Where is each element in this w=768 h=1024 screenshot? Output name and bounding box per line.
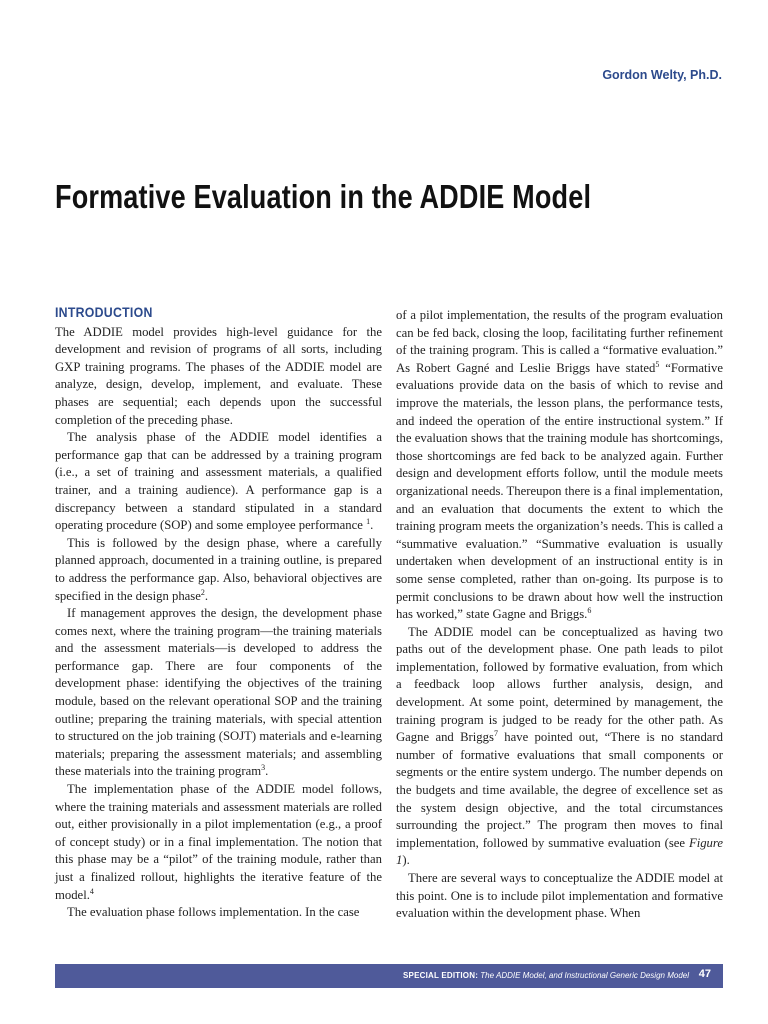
figure-reference: Figure 1 <box>396 835 723 868</box>
paragraph-text: “Formative evaluations provide data on the basis of which to revise and improve the materials, the lesson plans, the performance tests, and indeed the operation of the entire instructional system.” If the evaluation shows that the training module has shortcomings, those shortcomings are fed back to be analyzed again. Further design and development efforts follow, until the module meets organizational needs. Thereupon there is a final implementation, and an evaluation that documents the extent to which the training program meets the organization’s needs. This is called a “summative evaluation.” “Summative evaluation is usually undertaken when development of an instructional entity is in some sense completed, rather than on-going. Its purpose is to permit conclusions to be drawn about how well the instruction has worked,” state Gagne and Briggs. <box>396 360 723 622</box>
paragraph <box>396 307 723 624</box>
paragraph <box>55 429 382 535</box>
author-name: Gordon Welty, Ph.D. <box>602 68 722 82</box>
paragraph-text: . <box>370 518 374 533</box>
paragraph-text: There are several ways to conceptualize the ADDIE model at this point. One is to include pilot implementation and formative evaluation within the development phase. When <box>396 871 723 921</box>
paragraph-text: The analysis phase of the ADDIE model identifies a performance gap that can be addressed by a training program (i.e., a set of training and assessment materials, a qualified trainer, and a training audience). A performance gap is a discrepancy between a standard stipulated in a standard operating procedure (SOP) and some employee performance <box>55 430 382 533</box>
footnote-ref: 5 <box>655 359 660 369</box>
section-heading-introduction: INTRODUCTION <box>55 304 153 320</box>
footer-label: SPECIAL EDITION: <box>403 971 479 980</box>
paragraph-text: If management approves the design, the development phase comes next, where the training program—the training materials and the assessment materials—is developed to address the performance gap. There are four components of the development phase: identifying the objectives of the training module, based on the relevant operational SOP and the training outline; preparing the training materials, with special attention to structured on the job training (SOJT) materials and e-learning materials; preparing the assessment materials; and assembling these materials into the training program <box>55 606 382 779</box>
paragraph-text: have pointed out, “There is no standard number of formative evaluations that small components or segments or the entire system undergo. The number depends on the budgets and time available, the degree of excellence set as the system design objective, and the total circumstances surrounding the project.” The program then moves to final implementation, followed by summative evaluation (see <box>396 730 723 850</box>
paragraph <box>55 324 382 430</box>
footnote-ref: 4 <box>89 886 94 896</box>
paragraph <box>55 904 382 922</box>
paragraph-text: The evaluation phase follows implementation. In the case <box>67 905 360 920</box>
paragraph-text: ). <box>402 853 410 868</box>
footer-subtitle: The ADDIE Model, and Instructional Generic Design Model <box>480 971 689 980</box>
paragraph-text: of a pilot implementation, the results of the program evaluation can be fed back, closing the loop, facilitating further refinement of the training program. This is called a “formative evaluation.” As Robert Gagné and Leslie Briggs have stated <box>396 308 723 375</box>
paragraph-text: The implementation phase of the ADDIE model follows, where the training materials and assessment materials are rolled out, either provisionally in a pilot implementation (e.g., a proof of concept study) or in a final implementation. The notion that this phase may be a “pilot” of the training module, rather than just a finalized rollout, highlights the iterative feature of the model. <box>55 782 382 902</box>
footnote-ref: 1 <box>366 516 371 526</box>
paragraph-text: The ADDIE model provides high-level guidance for the development and revision of programs of all sorts, including GXP training programs. The phases of the ADDIE model are analyze, design, develop, implement, and evaluate. These phases are sequential; each depends upon the successful completion of the preceding phase. <box>55 324 382 427</box>
footer-bar <box>55 964 723 988</box>
footnote-ref: 2 <box>200 587 205 597</box>
paragraph <box>55 605 382 781</box>
right-column <box>396 307 723 923</box>
page-number: 47 <box>698 968 711 980</box>
footnote-ref: 6 <box>587 605 592 615</box>
footnote-ref: 3 <box>261 763 266 773</box>
paragraph <box>396 870 723 923</box>
paragraph-text: The ADDIE model can be conceptualized as having two paths out of the development phase. One path leads to pilot implementation, followed by formative evaluation, from which a feedback loop allows further analysis, design, and development. At some point, determined by management, the training program is judged to be ready for the other path. As Gagne and Briggs <box>396 624 723 745</box>
left-column <box>55 304 382 922</box>
article-title: Formative Evaluation in the ADDIE Model <box>55 178 592 215</box>
footer-caption <box>403 971 689 980</box>
paragraph <box>55 535 382 605</box>
paragraph <box>396 624 723 870</box>
paragraph <box>55 781 382 904</box>
paragraph-text: This is followed by the design phase, where a carefully planned approach, documented in a training outline, is prepared to address the performance gap. Also, behavioral objectives are specified in the design phase <box>55 535 382 603</box>
footnote-ref: 7 <box>493 729 498 739</box>
paragraph-text: . <box>204 588 209 603</box>
paragraph-text: . <box>265 764 269 779</box>
